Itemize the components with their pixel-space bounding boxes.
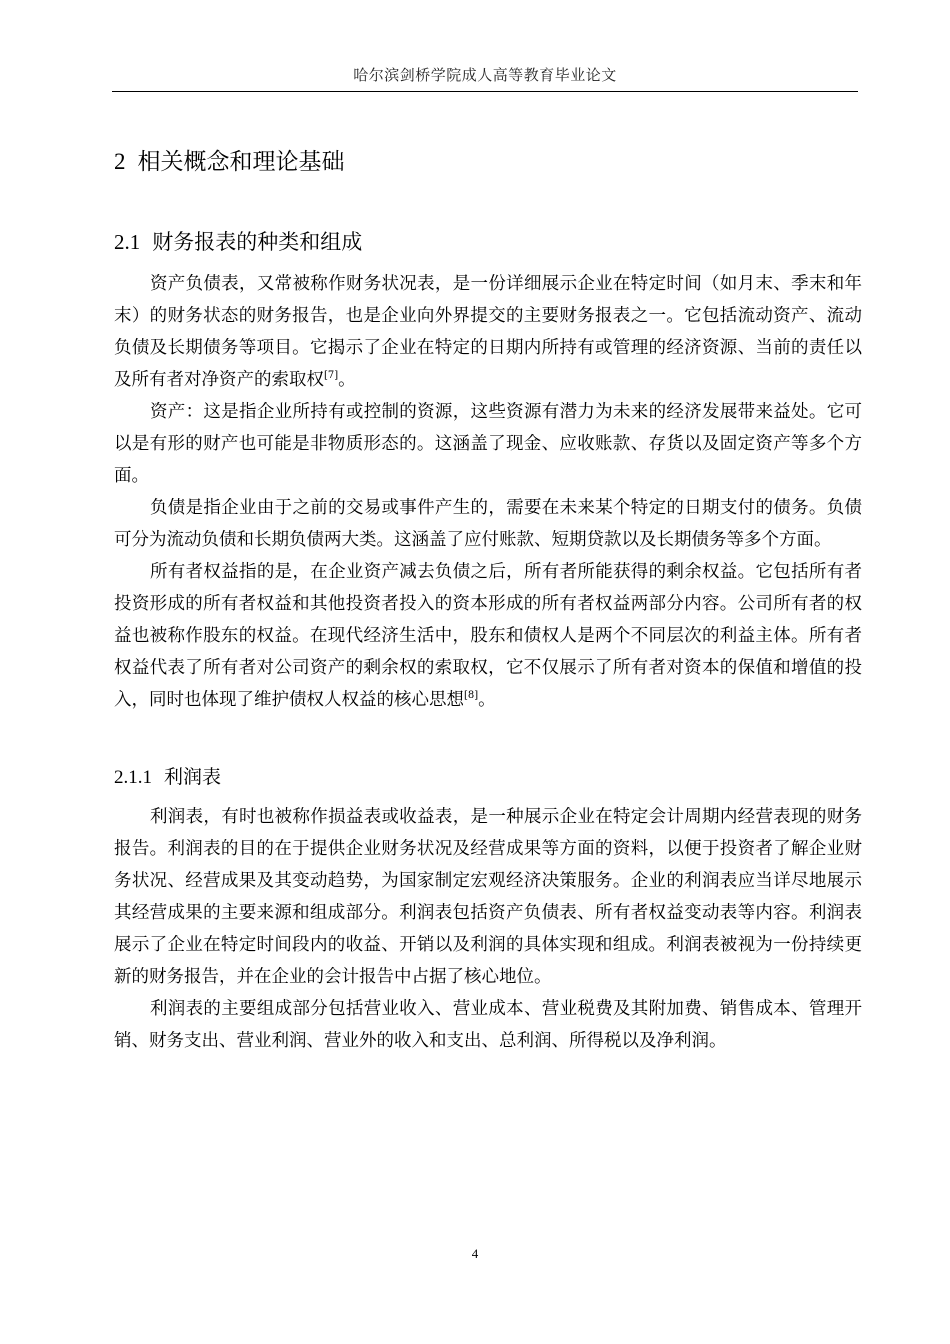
citation-7: [7] — [324, 370, 339, 382]
paragraph-assets: 资产：这是指企业所持有或控制的资源，这些资源有潜力为未来的经济发展带来益处。它可以是有形的财产也可能是非物质形态的。这涵盖了现金、应收账款、存货以及固定资产等多个方面。 — [114, 402, 862, 486]
citation-8: [8] — [464, 690, 479, 702]
subsection-body — [114, 801, 862, 1057]
paragraph-equity: 所有者权益指的是，在企业资产减去负债之后，所有者所能获得的剩余权益。它包括所有者投资形成的所有者权益和其他投资者投入的资本形成的所有者权益两部分内容。公司所有者的权益也被称作股东的权益。在现代经济生活中，股东和债权人是两个不同层次的利益主体。所有者权益代表了所有者对公司资产的剩余权的索取权，它不仅展示了所有者对资本的保值和增值的投入，同时也体现了维护债权人权益的核心思想[8]。 — [114, 562, 862, 710]
chapter-number: 2 — [114, 149, 126, 174]
section-heading — [114, 226, 362, 256]
chapter-title: 相关概念和理论基础 — [137, 149, 345, 175]
paragraph-balance-sheet: 资产负债表，又常被称作财务状况表，是一份详细展示企业在特定时间（如月末、季末和年末）的财务状态的财务报告，也是企业向外界提交的主要财务报表之一。它包括流动资产、流动负债及长期债务等项目。它揭示了企业在特定的日期内所持有或管理的经济资源、当前的责任以及所有者对净资产的索取权[7]。 — [114, 274, 862, 390]
section-body — [114, 268, 862, 716]
section-number: 2.1 — [114, 230, 141, 254]
page-number: 4 — [471, 1246, 479, 1261]
subsection-title: 利润表 — [164, 766, 222, 788]
page-header: 哈尔滨剑桥学院成人高等教育毕业论文 — [353, 66, 617, 84]
section-title: 财务报表的种类和组成 — [152, 230, 363, 254]
subsection-heading — [114, 762, 221, 789]
paragraph-liabilities: 负债是指企业由于之前的交易或事件产生的，需要在未来某个特定的日期支付的债务。负债可分为流动负债和长期负债两大类。这涵盖了应付账款、短期贷款以及长期债务等多个方面。 — [114, 498, 862, 550]
paragraph-income-statement: 利润表，有时也被称作损益表或收益表，是一种展示企业在特定会计周期内经营表现的财务报告。利润表的目的在于提供企业财务状况及经营成果等方面的资料，以便于投资者了解企业财务状况、经营成果及其变动趋势，为国家制定宏观经济决策服务。企业的利润表应当详尽地展示其经营成果的主要来源和组成部分。利润表包括资产负债表、所有者权益变动表等内容。利润表展示了企业在特定时间段内的收益、开销以及利润的具体实现和组成。利润表被视为一份持续更新的财务报告，并在企业的会计报告中占据了核心地位。 — [114, 807, 862, 987]
paragraph-income-components: 利润表的主要组成部分包括营业收入、营业成本、营业税费及其附加费、销售成本、管理开销、财务支出、营业利润、营业外的收入和支出、总利润、所得税以及净利润。 — [114, 999, 862, 1051]
subsection-number: 2.1.1 — [114, 767, 152, 788]
chapter-heading — [114, 143, 345, 176]
header-rule — [112, 91, 858, 92]
